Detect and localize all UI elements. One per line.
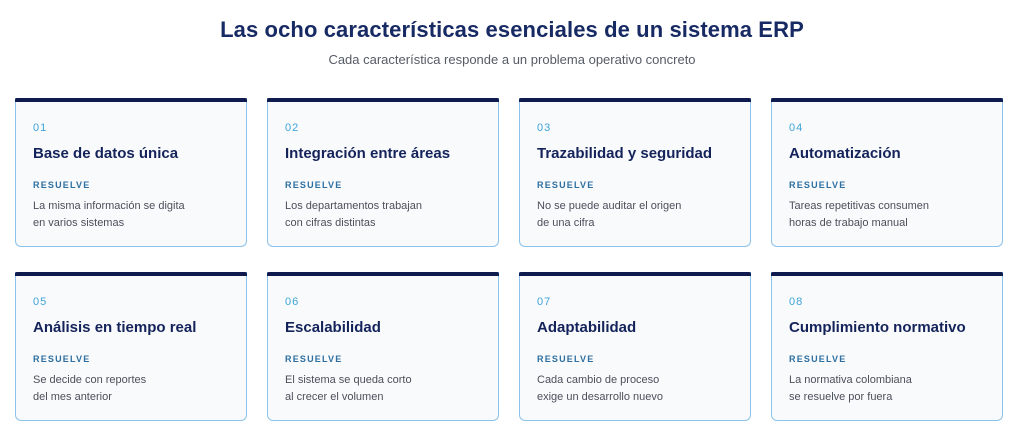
card-description xyxy=(537,198,737,231)
page-title: Las ocho características esenciales de un sistema ERP xyxy=(220,17,804,42)
card-description-line: Cada cambio de proceso xyxy=(537,374,660,386)
card-description-line: en varios sistemas xyxy=(33,216,125,229)
card-accent-bar xyxy=(15,98,247,102)
card-accent-bar xyxy=(519,98,751,102)
card-description-line: se resuelve por fuera xyxy=(789,390,893,403)
feature-card xyxy=(15,272,247,421)
card-accent-bar xyxy=(267,98,499,102)
card-description-line: del mes anterior xyxy=(33,390,112,403)
feature-card xyxy=(771,98,1003,247)
feature-card xyxy=(519,272,751,421)
card-number: 04 xyxy=(789,122,804,134)
feature-card xyxy=(267,272,499,421)
card-description xyxy=(285,372,485,405)
card-number: 03 xyxy=(537,122,552,134)
card-title: Cumplimiento normativo xyxy=(789,319,966,336)
card-title: Análisis en tiempo real xyxy=(33,319,197,336)
card-description-line: Se decide con reportes xyxy=(33,374,147,386)
card-number: 05 xyxy=(33,296,48,308)
page-subtitle: Cada característica responde a un problema operativo concreto xyxy=(328,52,696,67)
card-accent-bar xyxy=(519,272,751,276)
card-resuelve-label: RESUELVE xyxy=(33,180,91,190)
card-description xyxy=(789,198,989,231)
card-description-line: El sistema se queda corto xyxy=(285,374,412,386)
features-grid xyxy=(15,98,1003,421)
card-description-line: al crecer el volumen xyxy=(285,390,384,403)
card-description-line: con cifras distintas xyxy=(285,216,376,229)
card-resuelve-label: RESUELVE xyxy=(537,180,595,190)
card-resuelve-label: RESUELVE xyxy=(285,354,343,364)
card-title: Integración entre áreas xyxy=(285,145,451,162)
card-accent-bar xyxy=(15,272,247,276)
card-resuelve-label: RESUELVE xyxy=(537,354,595,364)
card-title: Base de datos única xyxy=(33,145,179,162)
card-accent-bar xyxy=(267,272,499,276)
card-title: Automatización xyxy=(789,145,901,162)
card-description xyxy=(33,372,233,405)
card-description xyxy=(285,198,485,231)
card-description-line: Tareas repetitivas consumen xyxy=(789,200,930,212)
card-description-line: horas de trabajo manual xyxy=(789,216,908,229)
feature-card xyxy=(267,98,499,247)
card-title: Adaptabilidad xyxy=(537,319,637,336)
card-number: 01 xyxy=(33,122,48,134)
card-description-line: La normativa colombiana xyxy=(789,374,912,386)
card-number: 08 xyxy=(789,296,804,308)
feature-card xyxy=(519,98,751,247)
card-title: Trazabilidad y seguridad xyxy=(537,145,713,162)
card-description xyxy=(537,372,737,405)
card-description-line: Los departamentos trabajan xyxy=(285,200,422,212)
card-title: Escalabilidad xyxy=(285,319,381,336)
card-description xyxy=(33,198,233,231)
card-number: 07 xyxy=(537,296,552,308)
card-description xyxy=(789,372,989,405)
card-resuelve-label: RESUELVE xyxy=(789,180,847,190)
card-number: 02 xyxy=(285,122,300,134)
card-description-line: La misma información se digita xyxy=(33,200,185,212)
card-resuelve-label: RESUELVE xyxy=(789,354,847,364)
card-resuelve-label: RESUELVE xyxy=(33,354,91,364)
card-resuelve-label: RESUELVE xyxy=(285,180,343,190)
card-description-line: de una cifra xyxy=(537,216,595,229)
card-description-line: No se puede auditar el origen xyxy=(537,200,682,212)
card-accent-bar xyxy=(771,98,1003,102)
feature-card xyxy=(771,272,1003,421)
card-accent-bar xyxy=(771,272,1003,276)
card-number: 06 xyxy=(285,296,300,308)
feature-card xyxy=(15,98,247,247)
card-description-line: exige un desarrollo nuevo xyxy=(537,390,663,403)
